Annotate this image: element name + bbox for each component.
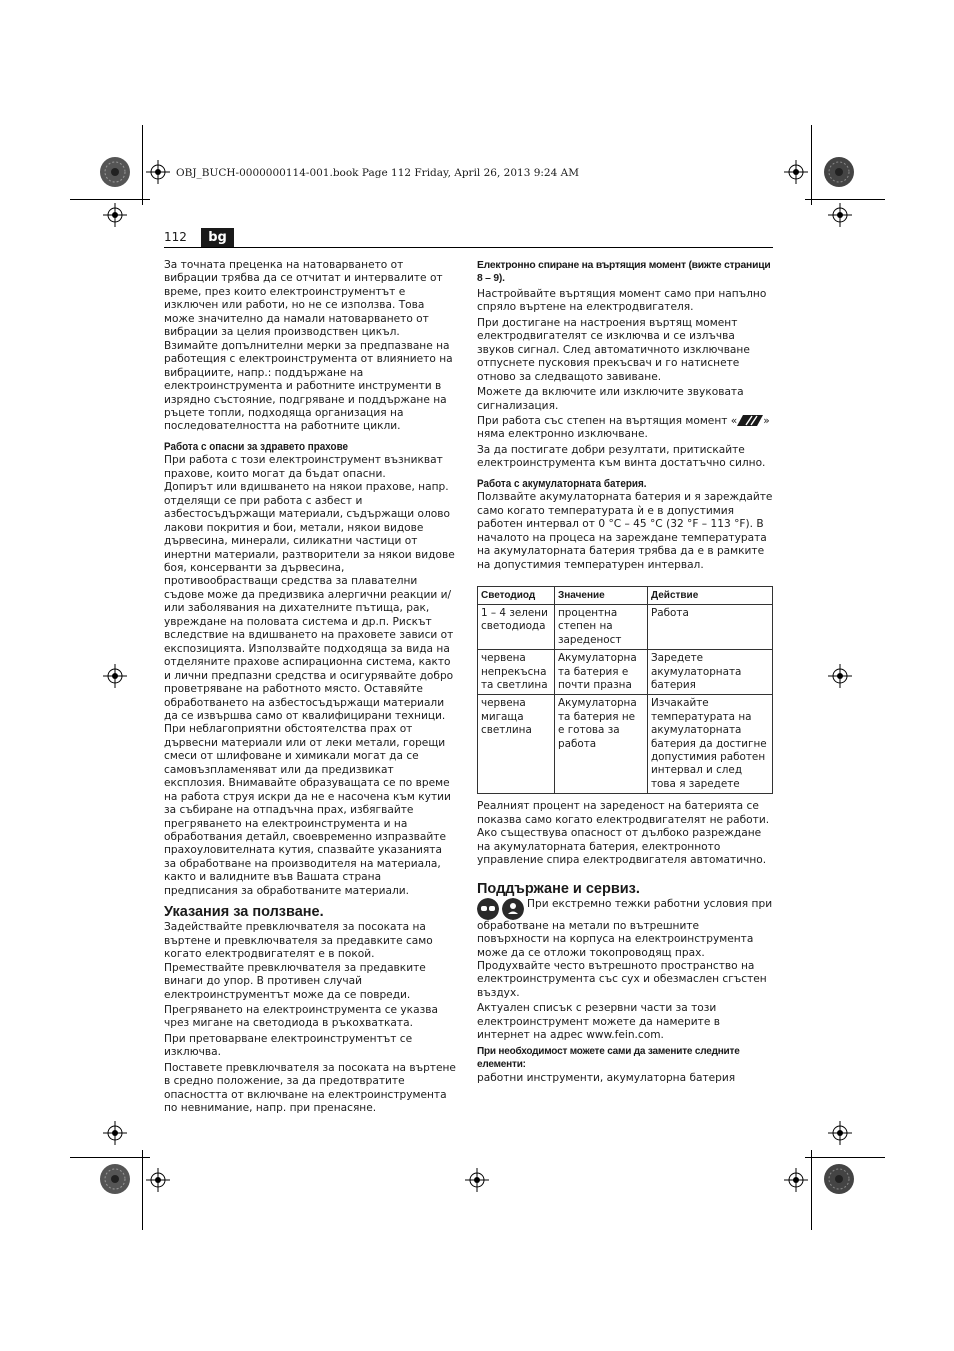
table-row [478,650,773,695]
registration-mark-icon [146,1168,170,1192]
section-title: Поддържане и сервиз. [477,880,640,897]
dust-mask-icon [502,898,524,920]
paragraph: Премествайте превключвателя за предавките винаги до упор. В противен случай електроинструментът може да се повреди. [164,961,426,1001]
language-badge: bg [201,228,234,247]
paragraph-end: » няма електронно изключване. [477,414,770,441]
table-cell: Акумулаторна та батерия не е готова за работа [555,695,648,794]
paragraph: Поставете превключвателя за посоката на въртене в средно положение, за да предотвратите опасността от включване на електроинструмента по невнимание, напр. при пренасяне. [164,1061,456,1115]
registration-mark-icon [465,1168,489,1192]
color-rosette-icon [823,156,855,188]
page-number: 112 [164,230,187,244]
section-heading: Електронно спиране на въртящия момент (вижте страници 8 – 9). [477,260,771,285]
table-row [478,604,773,649]
paragraph: При достигане на настроения въртящ момент електродвигателят се изключва и се излъчва звуков сигнал. След автоматичното изключване отпуснете пусковия прекъсвач и го натиснете отново за следващото завиване. [477,316,750,383]
section-heading: Работа с опасни за здравето прахове [164,440,349,453]
paragraph: Актуален списък с резервни части за този електроинструмент можете да намерите в интернет на адрес www.fein.com. [477,1002,720,1042]
registration-mark-icon [784,160,808,184]
paragraph: За да постигате добри резултати, притискайте електроинструмента към винта достатъчно силно. [477,443,766,470]
paragraph [477,415,773,442]
left-column [164,259,456,1116]
table-row [478,695,773,794]
registration-mark-icon [146,160,170,184]
paragraph: За точната преценка на натоварването от вибрации трябва да се отчитат и интервалите от време, през които електроинструментът е изключен или работи, но не се използва. Това може значително да намали натоварването от вибрации за целия производствен цикъл. [164,259,443,339]
paragraph-start: При работа със степен на въртящия момент « [477,414,738,427]
table-cell: Изчакайте температурата на акумулаторната батерия да достигне допустимия работен интервал и след това я заредете [648,695,773,794]
battery-led-table [477,586,773,794]
file-header: OBJ_BUCH-0000000114-001.book Page 112 Friday, April 26, 2013 9:24 AM [176,167,579,179]
column-header: Действие [648,586,773,604]
paragraph: Можете да включите или изключите звуковата сигнализация. [477,386,744,412]
table-cell: Акумулаторна та батерия е почти празна [555,650,648,695]
paragraph: Допирът или вдишването на някои прахове, напр. отделящи се при работа с азбест и азбестосъдържащи материали, съдържащи олово лакови покрития и бои, метали, някои видове дървесина, минерали, силикатни частици от инертни материали, разтворители за някои видове боя, консерванти за дървесина, противообрастващи средства за плавателни съдове може да предизвика алергични реакции и/или заболявания на дихателните пътища, рак, увреждане на половата система и др.п. Рискът вследствие на вдишването на праховете зависи от експозицията. Използвайте подходяща за вида на отделяните прахове аспирационна система, както и лични предпазни средства и осигурявайте добро проветряване на работното място. Оставяйте обработването на азбестосъдържащи материали да се извършва само от квалифицирани техници. [164,481,455,722]
registration-mark-icon [828,203,852,227]
color-rosette-icon [823,1163,855,1195]
color-rosette-icon [99,1163,131,1195]
table-header-row [478,586,773,604]
table-cell: Работа [648,604,773,649]
paragraph: При работа с този електроинструмент възникват прахове, които могат да бъдат опасни. [164,454,443,480]
paragraph [477,898,773,1001]
paragraph: Реалният процент на зареденост на батерията се показва само когато електродвигателят не работи. [477,800,770,826]
paragraph: Задействайте превключвателя за посоката на въртене и превключвателя за предавките само когато електродвигателят е в покой. [164,921,433,961]
registration-mark-icon [828,1121,852,1145]
color-rosette-icon [99,156,131,188]
eye-protection-icon [477,898,499,920]
registration-mark-icon [828,664,852,688]
column-header: Светодиод [478,586,555,604]
table-cell: 1 – 4 зелени светодиода [478,604,555,649]
torque-symbol-icon [737,415,763,426]
paragraph: При неблагоприятни обстоятелства прах от дървесни материали или от леки метали, горещи смеси от шлифоване и химикали могат да се самовъзпламеняват или да предизвикат експлозия. Внимавайте образуващата се по време на работа струя искри да не е насочена към кутии за събиране на отпадъчна прах, избягвайте прегряването на електроинструмента и на обработвания детайл, своевременно изпразвайте прахоуловителната кутия, спазвайте указанията за обработване на производителя на материала, както и валидните във Вашата страна предписания за обработваните материали. [164,723,451,897]
paragraph: Настройвайте въртящия момент само при напълно спряло въртене на електродвигателя. [477,287,767,314]
paragraph-text: При екстремно тежки работни условия при обработване на метали по вътрешните повърхности на корпуса на електроинструмента може да се отложи токопроводящ прах. Продухвайте често вътрешното пространство на електроинструмента със сух и обезмаслен сгъстен въздух. [477,897,773,999]
paragraph: работни инструменти, акумулаторна батерия [477,1071,736,1084]
paragraph: Взимайте допълнителни мерки за предпазване на работещия с електроинструмента от влиянието на вибрациите, напр.: поддържане на електроинструмента и работните инструменти в изрядно състояние, подгряване и поддържане на ръцете топли, подходяща организация на последователността на работните цикли. [164,339,453,433]
right-column [477,259,773,1085]
table-cell: червена мигаща светлина [478,695,555,794]
registration-mark-icon [103,664,127,688]
paragraph: Ако съществува опасност от дълбоко разреждане на акумулаторната батерия, електронното управление спира електродвигателя автоматично. [477,827,767,867]
column-header: Значение [555,586,648,604]
paragraph: Ползвайте акумулаторната батерия и я зареждайте само когато температурата ѝ е в допустимия работен интервал от 0 °C – 45 °C (32 °F – 113 °F). В началото на процеса на зареждане температурата на акумулаторната батерия трябва да е в рамките на допустимия температурен интервал. [477,491,773,571]
section-heading: Работа с акумулаторната батерия. [477,477,647,490]
paragraph: Прегряването на електроинструмента се указва чрез мигане на светодиода в ръкохватката. [164,1004,438,1030]
paragraph: При претоварване електроинструментът се изключва. [164,1032,413,1059]
registration-mark-icon [103,1121,127,1145]
registration-mark-icon [103,203,127,227]
registration-mark-icon [784,1168,808,1192]
table-cell: Заредете акумулаторната батерия [648,650,773,695]
table-cell: червена непрекъсна та светлина [478,650,555,695]
table-cell: процентна степен на зареденост [555,604,648,649]
section-heading: При необходимост можете сами да замените следните елементи: [477,1045,740,1071]
section-title: Указания за ползване. [164,904,324,921]
header-rule [164,247,773,248]
